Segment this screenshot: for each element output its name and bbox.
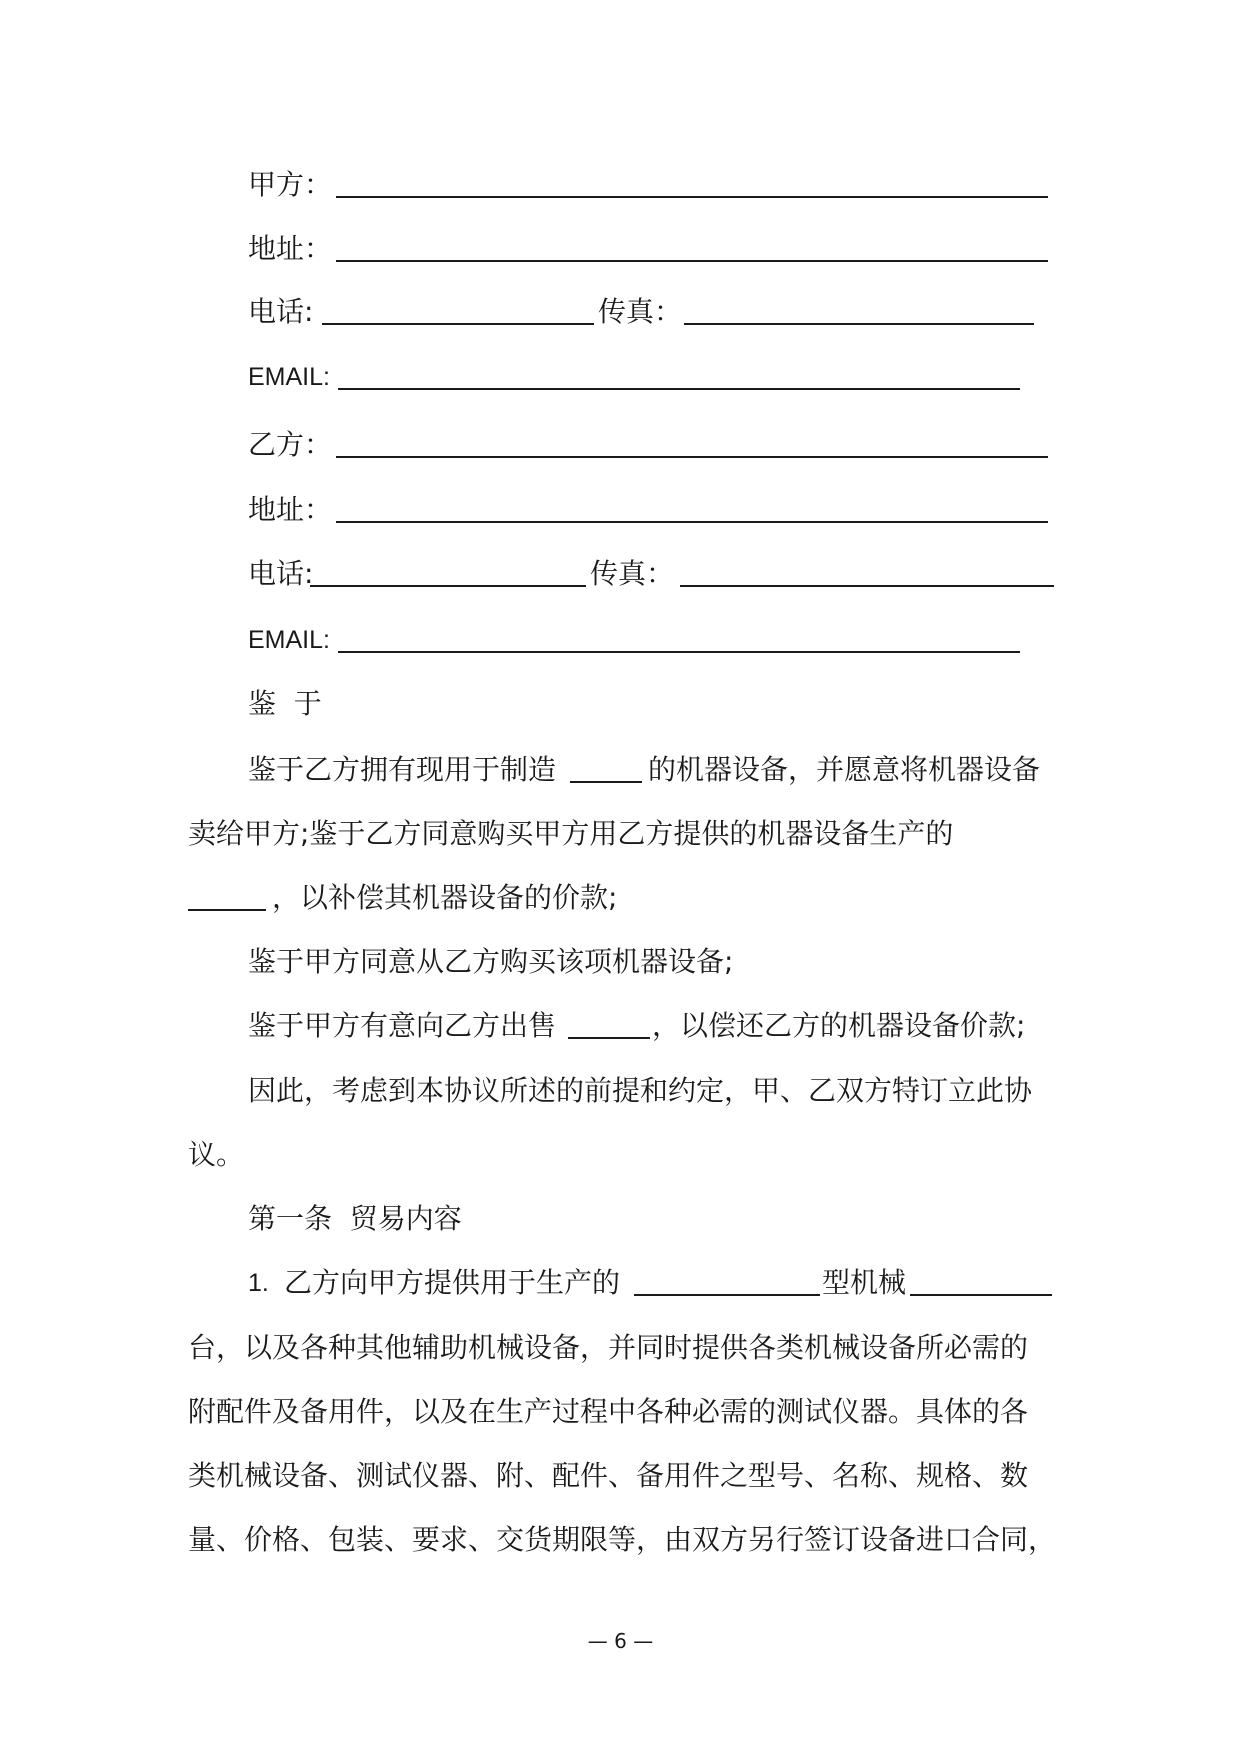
article-1-heading: 第一条 贸易内容 bbox=[248, 1202, 462, 1235]
article-1-p1-blank-quantity bbox=[910, 1294, 1052, 1296]
party-a-phone-blank bbox=[322, 323, 594, 325]
recital-3-text-a: 鉴于甲方有意向乙方出售 bbox=[248, 1009, 557, 1042]
article-1-heading-line bbox=[0, 1199, 1241, 1239]
party-a-address-blank bbox=[336, 260, 1048, 262]
recital-1-text-line3: ，以补偿其机器设备的价款; bbox=[272, 881, 618, 914]
party-a-name-line bbox=[0, 165, 1241, 205]
party-b-name-line bbox=[0, 425, 1241, 465]
party-b-name-label: 乙方： bbox=[248, 428, 333, 461]
party-a-email-blank bbox=[338, 388, 1020, 390]
recital-2-line bbox=[0, 942, 1241, 982]
recital-2-text: 鉴于甲方同意从乙方购买该项机器设备; bbox=[248, 945, 734, 978]
party-b-phone-blank bbox=[310, 585, 586, 587]
party-b-fax-label: 传真： bbox=[590, 557, 675, 590]
recital-3-line bbox=[0, 1006, 1241, 1046]
recital-1-text-a: 鉴于乙方拥有现用于制造 bbox=[248, 753, 557, 786]
recital-1-blank-goods bbox=[188, 909, 266, 911]
recital-1-text-b: 的机器设备，并愿意将机器设备 bbox=[648, 753, 1041, 786]
recital-1-blank-product bbox=[570, 781, 642, 783]
article-1-p1-text-a: 乙方向甲方提供用于生产的 bbox=[284, 1266, 621, 1299]
recitals-heading: 鉴 于 bbox=[248, 687, 322, 720]
recital-1-line-1 bbox=[0, 750, 1241, 790]
party-a-email-line bbox=[0, 357, 1241, 397]
article-1-p1-line-4 bbox=[0, 1456, 1241, 1496]
page-number: — 6 — bbox=[587, 1629, 654, 1653]
party-b-fax-blank bbox=[680, 585, 1054, 587]
recital-3-blank bbox=[568, 1037, 650, 1039]
article-1-p1-text-line4: 类机械设备、测试仪器、附、配件、备用件之型号、名称、规格、数 bbox=[188, 1459, 1029, 1492]
party-b-name-blank bbox=[336, 456, 1048, 458]
party-b-address-line bbox=[0, 490, 1241, 530]
article-1-p1-blank-model bbox=[634, 1294, 820, 1296]
article-1-p1-line-3 bbox=[0, 1392, 1241, 1432]
recital-1-text-line2: 卖给甲方;鉴于乙方同意购买甲方用乙方提供的机器设备生产的 bbox=[188, 817, 954, 850]
party-b-address-label: 地址： bbox=[248, 493, 333, 526]
recital-3-text-b: ，以偿还乙方的机器设备价款; bbox=[652, 1009, 1026, 1042]
article-1-p1-text-line2: 台，以及各种其他辅助机械设备，并同时提供各类机械设备所必需的 bbox=[188, 1331, 1029, 1364]
recital-4-line-1 bbox=[0, 1071, 1241, 1111]
recital-4-text-line1: 因此，考虑到本协议所述的前提和约定，甲、乙双方特订立此协 bbox=[248, 1074, 1033, 1107]
party-a-name-blank bbox=[336, 196, 1048, 198]
party-b-email-blank bbox=[338, 651, 1020, 653]
party-a-phone-line bbox=[0, 292, 1241, 332]
party-a-fax-label: 传真： bbox=[598, 295, 683, 328]
party-a-name-label: 甲方： bbox=[248, 168, 333, 201]
recital-4-text-line2: 议。 bbox=[188, 1138, 245, 1171]
party-b-email-line bbox=[0, 620, 1241, 660]
article-1-p1-number: 1. bbox=[248, 1269, 269, 1297]
article-1-p1-line-2 bbox=[0, 1328, 1241, 1368]
recitals-heading-line bbox=[0, 684, 1241, 724]
recital-4-line-2 bbox=[0, 1135, 1241, 1175]
recital-1-line-3 bbox=[0, 878, 1241, 918]
party-b-phone-line bbox=[0, 554, 1241, 594]
article-1-p1-text-line3: 附配件及备用件，以及在生产过程中各种必需的测试仪器。具体的各 bbox=[188, 1395, 1029, 1428]
article-1-p1-text-line5: 量、价格、包装、要求、交货期限等，由双方另行签订设备进口合同， bbox=[188, 1523, 1057, 1556]
article-1-p1-line-1 bbox=[0, 1263, 1241, 1303]
article-1-p1-text-b: 型机械 bbox=[822, 1266, 907, 1299]
party-a-fax-blank bbox=[684, 323, 1034, 325]
party-b-email-label: EMAIL: bbox=[248, 626, 330, 654]
party-a-address-line bbox=[0, 229, 1241, 269]
party-a-phone-label: 电话: bbox=[248, 295, 314, 328]
party-a-email-label: EMAIL: bbox=[248, 363, 330, 391]
article-1-p1-line-5 bbox=[0, 1520, 1241, 1560]
recital-1-line-2 bbox=[0, 814, 1241, 854]
party-b-phone-label: 电话: bbox=[248, 557, 314, 590]
party-b-address-blank bbox=[336, 521, 1048, 523]
party-a-address-label: 地址： bbox=[248, 232, 333, 265]
